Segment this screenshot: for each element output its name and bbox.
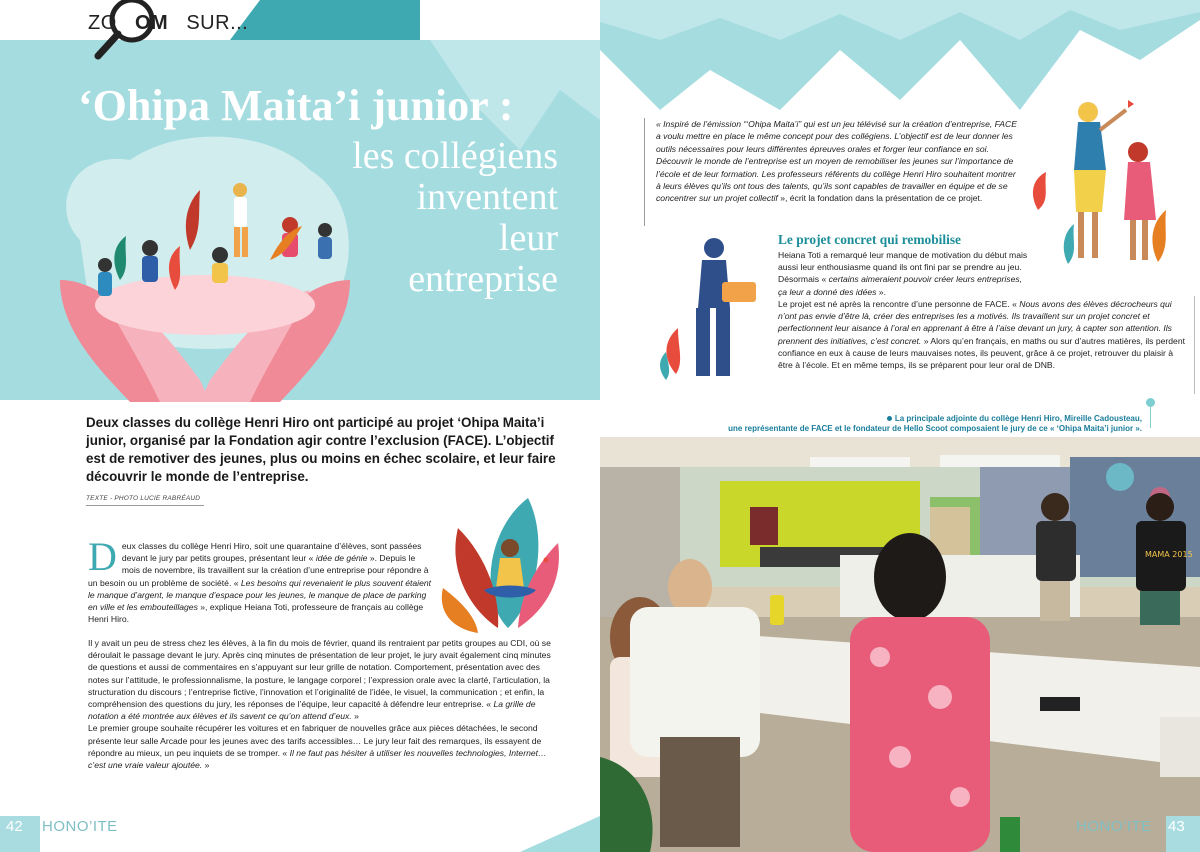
article-body-right-1: [778, 249, 1028, 298]
dropcap: D: [88, 534, 117, 579]
column-rule: [1194, 296, 1195, 394]
fondation-quote: [656, 118, 1022, 205]
body-emphasis: certains aimeraient pouvoir créer leurs entreprises, ça leur a donné des idées: [778, 274, 1023, 297]
body-text: ».: [876, 286, 886, 297]
subtitle-line: les collégiens: [352, 135, 558, 177]
body-text: Le premier groupe souhaite récupérer les voitures et en fabriquer de nouvelles grâce aux pièces détachées, le second présente leur salle Arcade pour les jeunes avec des tarifs accessibles… Le jury leur fait des remarques, ils essayent de répondre au mieux, un peu inquiets de se tromper. «: [88, 723, 542, 758]
caption-line: une représentante de FACE et le fondateur de Hello Scoot composaient le jury de ce « ‘Ohipa Maita’i junior ».: [728, 424, 1142, 433]
bullet-icon: [887, 416, 892, 421]
body-text: ». Depuis le mois de novembre, ils travaillent sur la création d’une entreprise pour répondre à un besoin ou un problème de société. «: [88, 553, 429, 588]
article-body-full: [88, 637, 560, 771]
laptop-man-illustration: [656, 234, 772, 386]
quote-end: », écrit la fondation dans la présentation de ce projet.: [777, 193, 983, 204]
classroom-photo: [600, 437, 1200, 852]
body-paragraph: [88, 722, 560, 771]
subtitle-line: entreprise: [408, 258, 558, 300]
quote-text: « Inspiré de l’émission “‘Ohipa Maita’i” qui est un jeu télévisé sur la création d’entreprise, FACE a voulu mettre en place le même concept pour des collégiens. L’objectif est de leur donner les outils nécessaires pour leurs différentes épreuves orales et forger leur confiance en soi. Découvrir le monde de l’entreprise est un moyen de remobiliser les jeunes sur l’importance de l’école et de leur formation. Les professeurs référents du collège Henri Hiro souhaitent montrer à leurs élèves qu’ils ont tous des talents, qu’ils sont capables de travailler en équipe et de se concentrer sur un projet collectif: [656, 119, 1017, 204]
article-subtitle: [352, 136, 558, 300]
caption-pin-icon: [1146, 398, 1155, 407]
article-title: ‘Ohipa Maita’i junior :: [78, 81, 514, 130]
section-label-suffix: SUR...: [186, 12, 249, 34]
body-emphasis: Nous avons des élèves décrocheurs qui n’ont pas envie d’être là, créer des entreprises les a motivés. Ils travaillent sur un projet concret et perfectionnent leur aisance à l’oral en apprenant à être à l’aise devant un jury, à capter son attention. Ils prennent des initiatives, c’est concret.: [778, 299, 1172, 346]
caption-line: [728, 414, 1142, 424]
body-emphasis: La grille de notation a été montrée aux élèves et ils savent ce qu’on attend d’eux.: [88, 699, 536, 722]
body-emphasis: idée de génie: [315, 553, 368, 564]
hands-illustration: [40, 130, 370, 402]
credit-divider: [86, 505, 204, 506]
body-text: »: [202, 760, 210, 771]
article-body-top: [88, 534, 433, 625]
article-credit: TEXTE - PHOTO LUCIE RABRÉAUD: [86, 495, 201, 502]
body-emphasis: Les besoins qui revenaient le plus souvent étaient le manque d’argent, le manque d’espace pour les jeunes, le manque de place de parking en ville et les embouteillages: [88, 577, 432, 613]
body-text: Il y avait un peu de stress chez les élèves, à la fin du mois de février, quand ils rentraient par petits groupes au CDI, où se déroulait le passage devant le jury. Après cinq minutes de présentation de leur projet, le jury avait également cinq minutes de questions et aussi de commentaires en s’appuyant sur leur grille de notation. Comportement, présentation avec des notes sur l’attitude, le professionnalisme, la posture, le langage corporel ; l’expression orale avec la clarté, l’articulation, la structuration du discours ; l’entreprise fictive, l’innovation et l’originalité de l’idée, le visuel, la communication ; et enfin, la compréhension des questions du jury, les réponses de l’équipe, leur capacité à défendre leur entreprise. «: [88, 638, 551, 710]
meditation-illustration: [438, 488, 566, 638]
subtitle-line: leur: [498, 217, 558, 259]
page-number-right: 43: [1168, 818, 1185, 835]
caption-text: La principale adjointe du collège Henri Hiro, Mireille Cadousteau,: [894, 414, 1142, 423]
quote-bar: [644, 118, 645, 226]
magazine-name: HONO’ITE: [1076, 818, 1152, 835]
photo-caption: [728, 414, 1142, 434]
section-title: Le projet concret qui remobilise: [778, 232, 961, 247]
tshirt-text: MAMA 2015: [1145, 550, 1193, 559]
section-label-highlight: OM: [134, 12, 169, 34]
article-intro: Deux classes du collège Henri Hiro ont participé au projet ‘Ohipa Maita’i junior, organisé par la Fondation agir contre l’exclusion (FACE). L’objectif est de remotiver des jeunes, plus ou moins en échec scolaire, et leur faire découvrir le monde de l’entreprise.: [86, 415, 556, 484]
page-number-left: 42: [6, 818, 23, 835]
body-text: eux classes du collège Henri Hiro, soit une quarantaine d’élèves, sont passées devant le jury par petits groupes, présentant leur «: [121, 541, 422, 564]
section-label-prefix: ZO: [88, 12, 117, 34]
body-text: »: [351, 711, 359, 722]
body-emphasis: Il ne faut pas hésiter à utiliser les nouvelles technologies, Internet… c’est une vraie valeur ajoutée.: [88, 747, 547, 771]
body-text: Heiana Toti a remarqué leur manque de motivation du début mais aussi leur enthousiasme quand ils ont fini par se prendre au jeu. Désormais «: [778, 250, 1028, 285]
body-paragraph: [88, 637, 560, 722]
body-text: », explique Heiana Toti, professeure de français au collège Henri Hiro.: [88, 602, 424, 625]
women-illustration: [1028, 92, 1188, 274]
body-text: » Alors qu’en français, en maths ou sur d’autres matières, ils perdent confiance en eux à cause de leurs mauvaises notes, ils peuvent, grâce à ce projet, retrouver du plaisir à être à l’école. Et en même temps, ils se préparent pour leur oral de DNB.: [778, 335, 1185, 371]
right-page: [600, 0, 1200, 852]
body-text: Le projet est né après la rencontre d’une personne de FACE. «: [778, 299, 1020, 309]
subtitle-line: inventent: [416, 176, 558, 218]
section-label: [88, 12, 248, 35]
caption-pin-line: [1150, 404, 1151, 428]
article-body-right-2: [778, 298, 1186, 371]
magazine-name: HONO’ITE: [42, 818, 118, 835]
